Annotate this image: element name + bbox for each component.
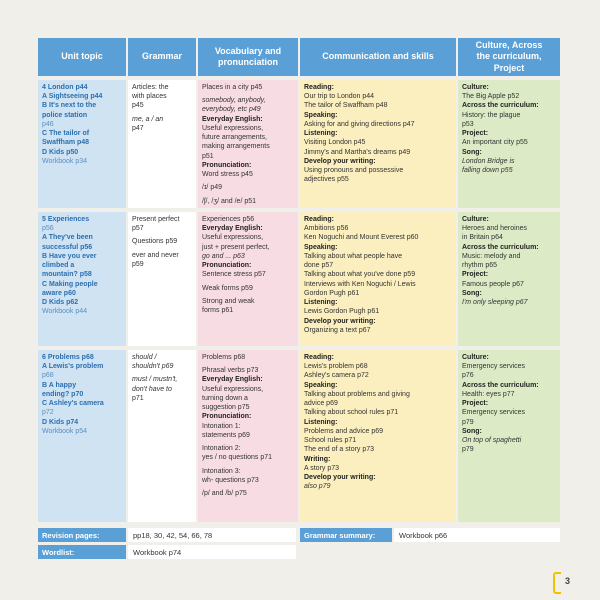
comm-line: Speaking: bbox=[304, 243, 338, 251]
culture-line: London Bridge is bbox=[462, 157, 515, 165]
comm-line: Visiting London p45 bbox=[304, 139, 366, 147]
culture-line: p79 bbox=[462, 446, 474, 454]
comm-line: Gordon Pugh p61 bbox=[304, 289, 360, 297]
comm-line: Talking about what people have bbox=[304, 252, 403, 260]
culture-line: Across the curriculum: bbox=[462, 102, 539, 110]
wordlist-value: Workbook p74 bbox=[128, 545, 296, 559]
comm-line: The end of a story p73 bbox=[304, 446, 375, 454]
comm-line: Writing: bbox=[304, 455, 331, 463]
culture-line: Music: melody and bbox=[462, 252, 521, 260]
grammar-line: Present perfect bbox=[132, 216, 180, 223]
vocab-line: somebody, anybody, bbox=[202, 97, 266, 105]
vocab-line: wh- questions p73 bbox=[202, 476, 259, 484]
culture-line: rhythm p65 bbox=[462, 262, 498, 270]
unit-4-culture-cell bbox=[458, 80, 560, 208]
topic-line: A Sightseeing p44 bbox=[42, 93, 103, 101]
vocab-line: Pronunciation: bbox=[202, 161, 252, 169]
culture-line: in Britain p64 bbox=[462, 234, 503, 242]
culture-line: Emergency services bbox=[462, 363, 526, 371]
topic-line: police station bbox=[42, 111, 88, 119]
grammar-line: me, a / an bbox=[132, 115, 164, 123]
comm-line: Jimmy's and Martha's dreams p49 bbox=[304, 148, 411, 156]
topic-line: B Have you ever bbox=[42, 252, 97, 260]
revision-pages-value: pp18, 30, 42, 54, 66, 78 bbox=[128, 528, 296, 542]
comm-line: Reading: bbox=[304, 84, 334, 91]
header-culture: Culture, Across the curriculum, Project bbox=[458, 38, 560, 76]
comm-line: Using pronouns and possessive bbox=[304, 167, 404, 175]
comm-line: School rules p71 bbox=[304, 437, 357, 445]
grammar-summary-label: Grammar summary: bbox=[300, 528, 392, 542]
unit-6-comm-cell bbox=[300, 350, 456, 522]
comm-line: Speaking: bbox=[304, 381, 338, 389]
vocab-line: p51 bbox=[202, 152, 214, 160]
unit-4-grammar-cell bbox=[128, 80, 196, 208]
grammar-line: with places bbox=[132, 93, 167, 101]
vocab-line: turning down a bbox=[202, 394, 248, 402]
vocab-line: Intonation 1: bbox=[202, 422, 241, 430]
topic-line: C The tailor of bbox=[42, 130, 90, 138]
vocab-line: Word stress p45 bbox=[202, 171, 253, 179]
vocab-line: Intonation 3: bbox=[202, 467, 241, 475]
culture-line: Health: eyes p77 bbox=[462, 390, 515, 398]
culture-line: Heroes and heroines bbox=[462, 225, 527, 233]
unit-4-topic-cell bbox=[38, 80, 126, 208]
comm-line: Talking about school rules p71 bbox=[304, 409, 399, 417]
vocab-line: yes / no questions p71 bbox=[202, 454, 273, 462]
topic-line: p72 bbox=[42, 409, 54, 417]
unit-4-vocab-cell bbox=[198, 80, 298, 208]
topic-line: Workbook p54 bbox=[42, 427, 88, 435]
vocab-line: Intonation 2: bbox=[202, 445, 241, 453]
culture-line: Project: bbox=[462, 130, 489, 138]
unit-5-grammar-cell bbox=[128, 212, 196, 346]
grammar-line: must / mustn't, bbox=[132, 376, 178, 384]
vocab-line: Everyday English: bbox=[202, 115, 263, 123]
culture-line: Project: bbox=[462, 400, 489, 408]
vocab-line: suggestion p75 bbox=[202, 404, 250, 412]
topic-line: aware p60 bbox=[42, 289, 76, 297]
topic-line: 4 London p44 bbox=[42, 84, 88, 91]
page-number-bracket bbox=[553, 572, 561, 594]
vocab-line: statements p69 bbox=[202, 431, 250, 439]
header-communication: Communication and skills bbox=[300, 38, 456, 76]
topic-line: p46 bbox=[42, 120, 54, 128]
header-grammar: Grammar bbox=[128, 38, 196, 76]
grammar-line: ever and never bbox=[132, 251, 179, 259]
comm-line: Talking about problems and giving bbox=[304, 390, 410, 398]
culture-line: Song: bbox=[462, 427, 482, 435]
culture-line: I'm only sleeping p67 bbox=[462, 299, 528, 307]
culture-line: Culture: bbox=[462, 354, 489, 361]
unit-5-vocab-cell bbox=[198, 212, 298, 346]
topic-line: D Kids p62 bbox=[42, 299, 79, 307]
unit-6-culture-cell bbox=[458, 350, 560, 522]
topic-line: successful p56 bbox=[42, 243, 93, 251]
culture-line: Across the curriculum: bbox=[462, 381, 539, 389]
comm-line: Develop your writing: bbox=[304, 317, 376, 325]
unit-6-vocab-cell bbox=[198, 350, 298, 522]
culture-line: Famous people p67 bbox=[462, 280, 524, 288]
comm-line: Ambitions p56 bbox=[304, 225, 349, 233]
unit-4-comm-cell bbox=[300, 80, 456, 208]
grammar-line: p57 bbox=[132, 225, 144, 233]
vocab-line: future arrangements, bbox=[202, 134, 267, 142]
comm-line: Talking about what you've done p59 bbox=[304, 271, 416, 279]
grammar-line: Articles: the bbox=[132, 84, 169, 91]
topic-line: C Ashley's camera bbox=[42, 400, 104, 408]
topic-line: ending? p70 bbox=[42, 390, 84, 398]
grammar-line: p45 bbox=[132, 102, 144, 110]
vocab-line: Sentence stress p57 bbox=[202, 271, 266, 279]
topic-line: Swaffham p48 bbox=[42, 139, 90, 147]
vocab-line: Useful expressions, bbox=[202, 385, 264, 393]
grammar-line: p71 bbox=[132, 394, 144, 402]
culture-line: Song: bbox=[462, 289, 482, 297]
culture-line: p53 bbox=[462, 120, 474, 128]
grammar-summary-value: Workbook p66 bbox=[394, 528, 560, 542]
unit-5-comm-cell bbox=[300, 212, 456, 346]
comm-line: Interviews with Ken Noguchi / Lewis bbox=[304, 280, 416, 288]
topic-line: D Kids p50 bbox=[42, 148, 79, 156]
vocab-line: forms p61 bbox=[202, 307, 234, 315]
culture-line: Culture: bbox=[462, 216, 489, 223]
topic-line: p68 bbox=[42, 372, 54, 380]
comm-line: Ashley's camera p72 bbox=[304, 372, 369, 380]
vocab-line: /ʃ/, /ʒ/ and /e/ p51 bbox=[202, 197, 257, 205]
vocab-line: just + present perfect, bbox=[202, 243, 270, 251]
topic-line: B It's next to the bbox=[42, 102, 97, 110]
vocab-line: Useful expressions, bbox=[202, 124, 264, 132]
topic-line: A Lewis's problem bbox=[42, 363, 104, 371]
topic-line: A They've been bbox=[42, 234, 93, 242]
vocab-line: Everyday English: bbox=[202, 376, 263, 384]
comm-line: Organizing a text p67 bbox=[304, 326, 371, 334]
header-vocabulary: Vocabulary and pronunciation bbox=[198, 38, 298, 76]
culture-line: falling down p55 bbox=[462, 167, 513, 175]
revision-pages-label: Revision pages: bbox=[38, 528, 126, 542]
vocab-line: Pronunciation: bbox=[202, 262, 252, 270]
topic-line: mountain? p58 bbox=[42, 271, 92, 279]
culture-line: The Big Apple p52 bbox=[462, 93, 520, 101]
vocab-line: Pronunciation: bbox=[202, 413, 252, 421]
page-number: 3 bbox=[565, 576, 571, 586]
comm-line: Lewis's problem p68 bbox=[304, 363, 368, 371]
comm-line: Asking for and giving directions p47 bbox=[304, 120, 415, 128]
vocab-line: Phrasal verbs p73 bbox=[202, 367, 259, 375]
topic-line: Workbook p34 bbox=[42, 157, 88, 165]
topic-line: 6 Problems p68 bbox=[42, 354, 94, 361]
unit-5-culture-cell bbox=[458, 212, 560, 346]
vocab-line: everybody, etc p49 bbox=[202, 106, 261, 114]
culture-line: History: the plague bbox=[462, 111, 521, 119]
comm-line: A story p73 bbox=[304, 464, 340, 472]
header-unit-topic: Unit topic bbox=[38, 38, 126, 76]
topic-line: p56 bbox=[42, 225, 54, 233]
grammar-line: p47 bbox=[132, 124, 144, 132]
culture-line: Song: bbox=[462, 148, 482, 156]
comm-line: Listening: bbox=[304, 299, 338, 307]
vocab-line: /ɪ/ p49 bbox=[202, 184, 223, 192]
topic-line: C Making people bbox=[42, 280, 98, 288]
grammar-line: shouldn't p69 bbox=[132, 363, 174, 371]
grammar-line: p59 bbox=[132, 260, 144, 268]
vocab-line: Places in a city p45 bbox=[202, 84, 263, 91]
wordlist-label: Wordlist: bbox=[38, 545, 126, 559]
vocab-line: Everyday English: bbox=[202, 225, 263, 233]
vocab-line: /p/ and /b/ p75 bbox=[202, 490, 247, 498]
topic-line: B A happy bbox=[42, 381, 77, 389]
topic-line: 5 Experiences bbox=[42, 216, 90, 223]
vocab-line: Weak forms p59 bbox=[202, 284, 253, 292]
vocab-line: making arrangements bbox=[202, 143, 270, 151]
topic-line: Workbook p44 bbox=[42, 308, 88, 316]
unit-5-topic-cell bbox=[38, 212, 126, 346]
grammar-line: Questions p59 bbox=[132, 238, 178, 246]
topic-line: D Kids p74 bbox=[42, 418, 79, 426]
vocab-line: Problems p68 bbox=[202, 354, 246, 361]
comm-line: Listening: bbox=[304, 418, 338, 426]
comm-line: The tailor of Swaffham p48 bbox=[304, 102, 388, 110]
comm-line: also p79 bbox=[304, 483, 331, 491]
unit-6-grammar-cell bbox=[128, 350, 196, 522]
unit-6-topic-cell bbox=[38, 350, 126, 522]
vocab-line: Experiences p56 bbox=[202, 216, 255, 223]
comm-line: Ken Noguchi and Mount Everest p60 bbox=[304, 234, 419, 242]
comm-line: Reading: bbox=[304, 354, 334, 361]
comm-line: adjectives p55 bbox=[304, 176, 349, 184]
culture-line: Emergency services bbox=[462, 409, 526, 417]
comm-line: Develop your writing: bbox=[304, 157, 376, 165]
culture-line: On top of spaghetti bbox=[462, 437, 522, 445]
comm-line: Listening: bbox=[304, 130, 338, 138]
culture-line: p76 bbox=[462, 372, 474, 380]
comm-line: done p57 bbox=[304, 262, 334, 270]
culture-line: Across the curriculum: bbox=[462, 243, 539, 251]
comm-line: Our trip to London p44 bbox=[304, 93, 375, 101]
culture-line: Project: bbox=[462, 271, 489, 279]
comm-line: Develop your writing: bbox=[304, 474, 376, 482]
vocab-line: Useful expressions, bbox=[202, 234, 264, 242]
culture-line: p79 bbox=[462, 418, 474, 426]
comm-line: Reading: bbox=[304, 216, 334, 223]
comm-line: Problems and advice p69 bbox=[304, 427, 383, 435]
grammar-line: don't have to bbox=[132, 385, 172, 393]
culture-line: An important city p55 bbox=[462, 139, 528, 147]
comm-line: Speaking: bbox=[304, 111, 338, 119]
topic-line: climbed a bbox=[42, 262, 75, 270]
culture-line: Culture: bbox=[462, 84, 489, 91]
vocab-line: go and ... p63 bbox=[202, 252, 245, 260]
vocab-line: Strong and weak bbox=[202, 297, 255, 305]
comm-line: Lewis Gordon Pugh p61 bbox=[304, 308, 380, 316]
grammar-line: should / bbox=[132, 354, 157, 361]
comm-line: advice p69 bbox=[304, 400, 338, 408]
